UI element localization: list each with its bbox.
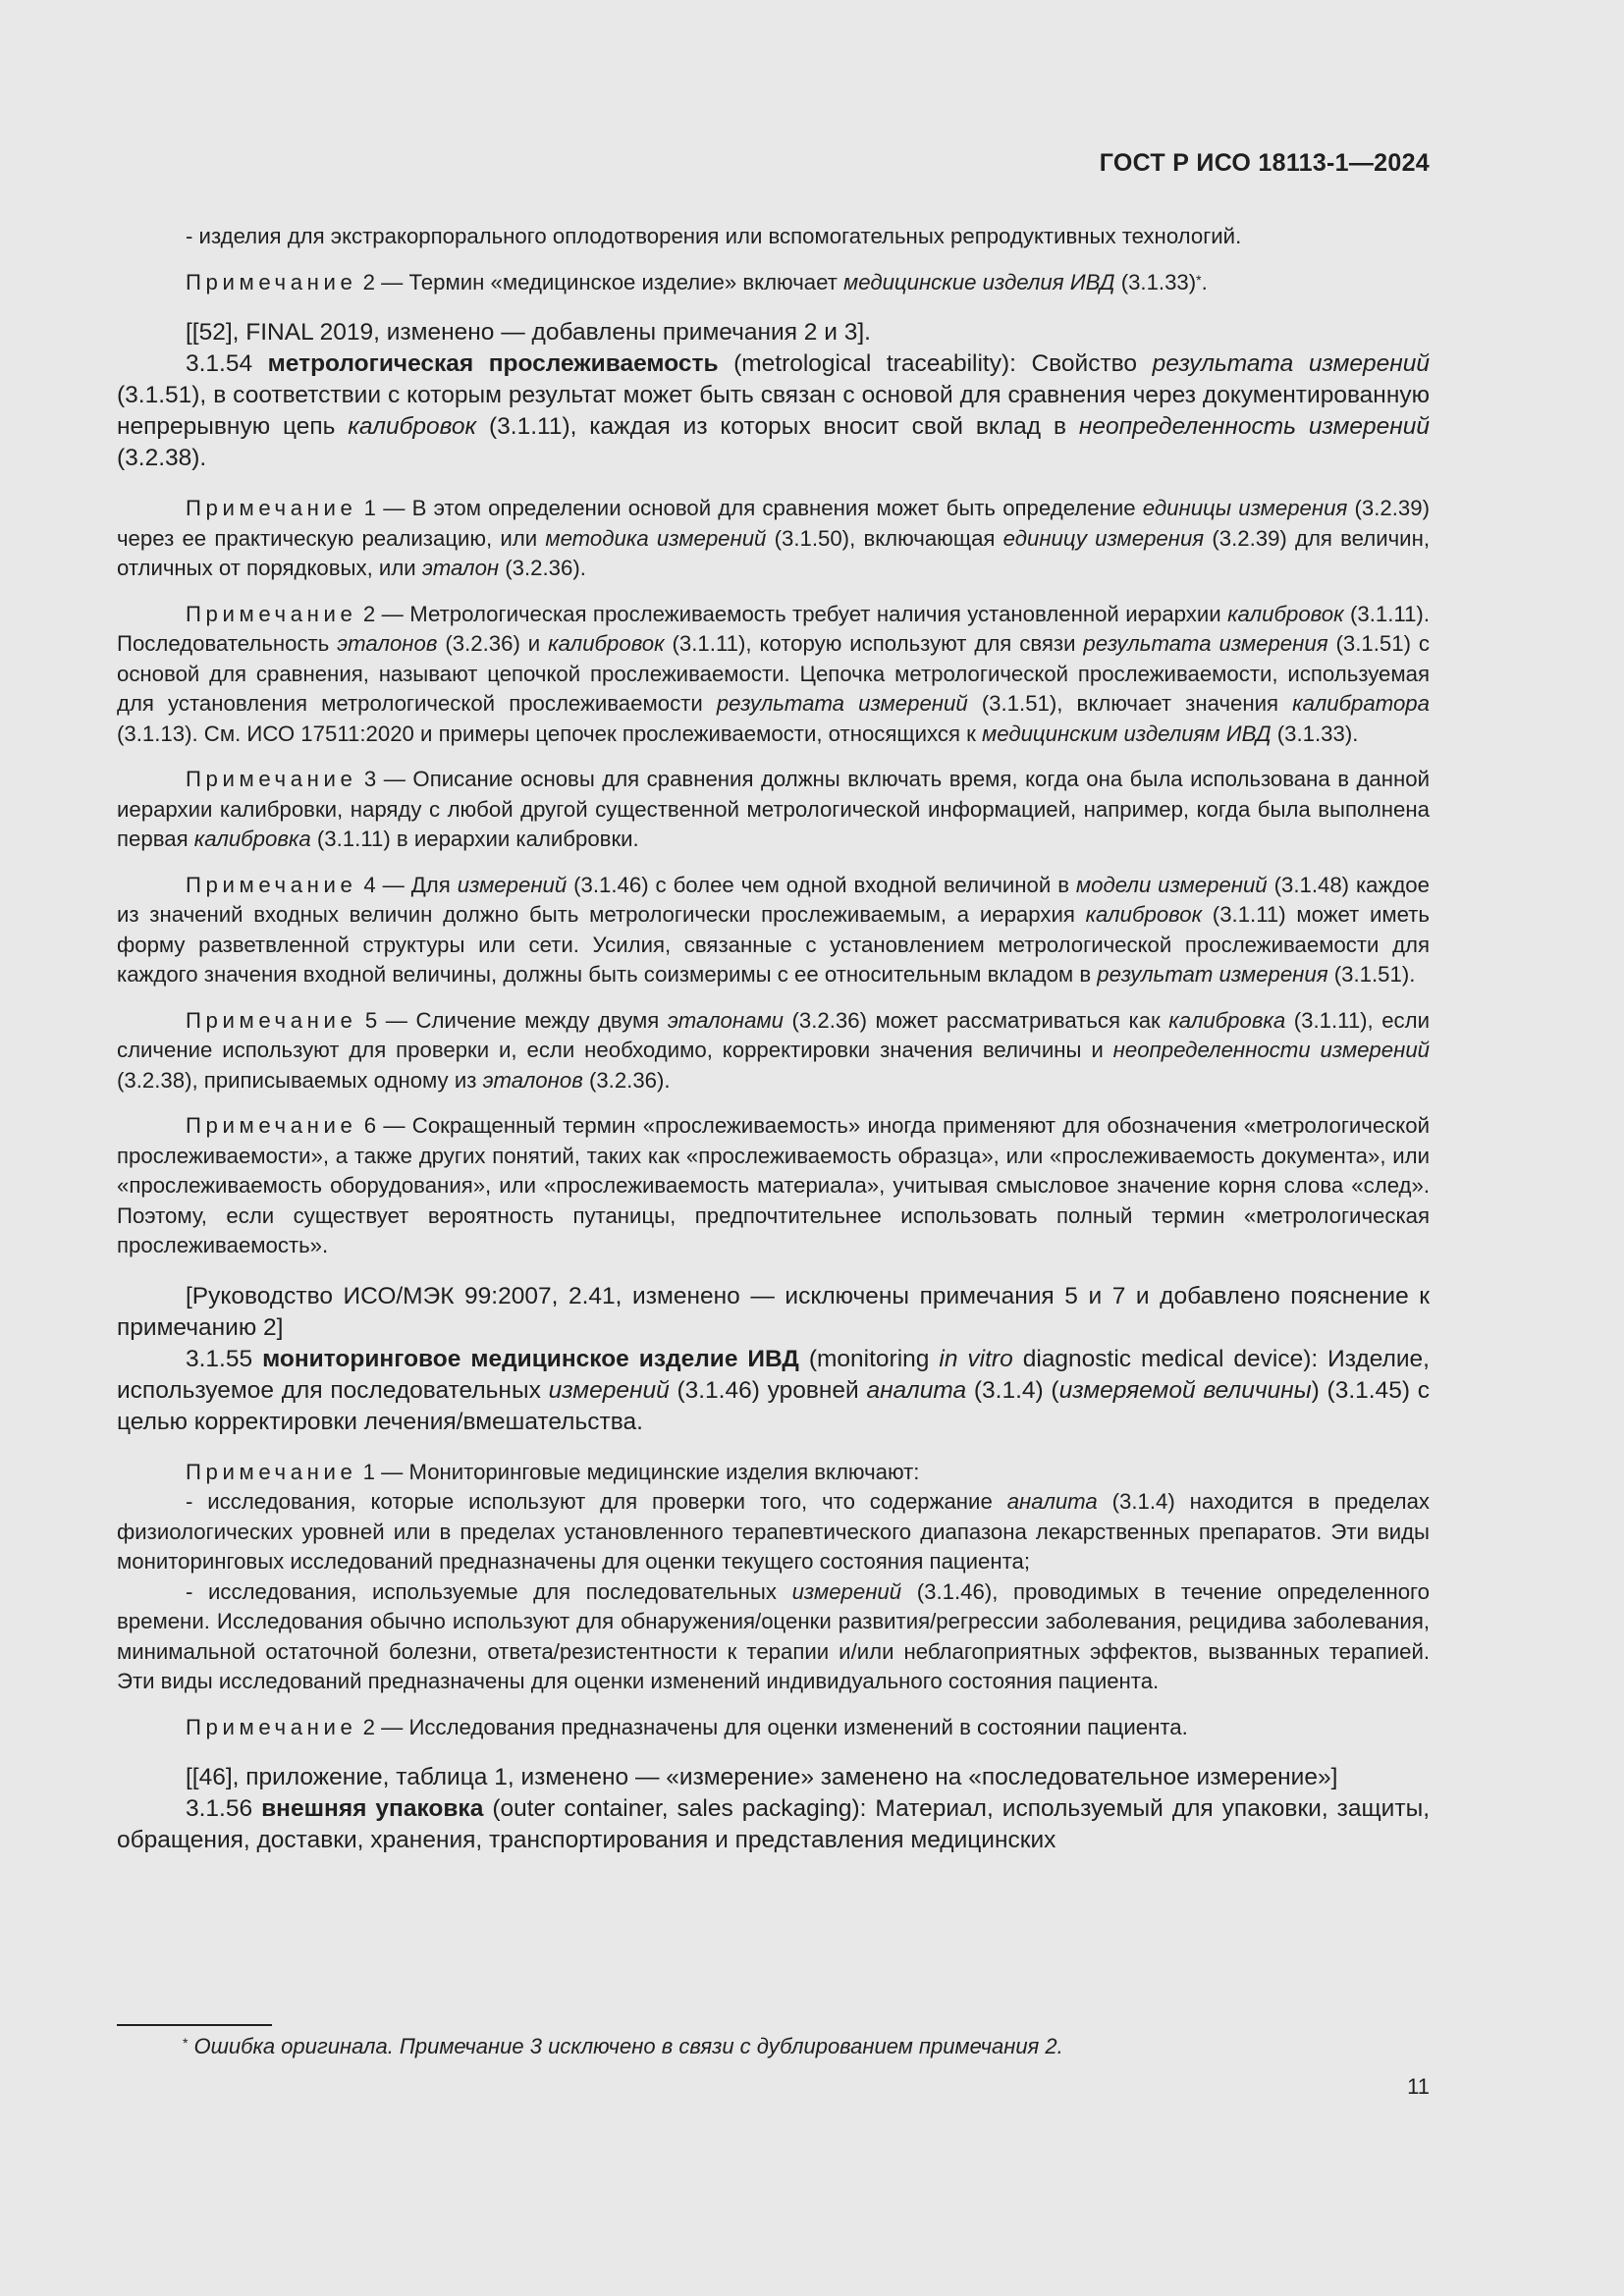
term-definition: 3.1.56 внешняя упаковка (outer container, sales packaging): Материал, используемый для упаковки, защиты, обращения, доставки, хранения, транспортирования и представления медицинских: [117, 1795, 1430, 1853]
note-paragraph: Примечание 3 — Описание основы для сравнения должны включать время, когда она была использована в данной иерархии калибровки, наряду с любой другой существенной метрологической информацией, например, когда была выполнена первая калибровка (3.1.11) в иерархии калибровки.: [117, 767, 1430, 851]
source-reference: [[52], FINAL 2019, изменено — добавлены примечания 2 и 3].: [186, 319, 871, 346]
list-item: - исследования, используемые для последовательных измерений (3.1.46), проводимых в течение определенного времени. Исследования обычно используют для обнаружения/оценки развития/регрессии заболевания, рецидива заболевания, минимальной остаточной болезни, ответа/резистентности к терапии и/или неблагоприятных эффектов, вызванных терапией. Эти виды исследований предназначены для оценки изменений индивидуального состояния пациента.: [117, 1578, 1431, 1693]
term-number: 3.1.55: [186, 1345, 263, 1372]
footnote-mark: *: [183, 2035, 189, 2051]
footnote-mark: *: [1196, 271, 1202, 288]
source-reference: [Руководство ИСО/МЭК 99:2007, 2.41, изменено — исключены примечания 5 и 7 и добавлено пояснение к примечанию 2]: [117, 1282, 1430, 1341]
note-paragraph: Примечание 2 — Исследования предназначены для оценки изменений в состоянии пациента.: [186, 1714, 1188, 1739]
note-label: Примечание: [186, 496, 357, 520]
list-item: - исследования, которые используют для проверки того, что содержание аналита (3.1.4) находится в пределах физиологических уровней или в пределах установленного терапевтического диапазона лекарственных препаратов. Эти виды мониторинговых исследований предназначены для оценки текущего состояния пациента;: [117, 1489, 1430, 1574]
note-label: Примечание: [186, 1714, 357, 1739]
list-item: - изделия для экстракорпорального оплодотворения или вспомогательных репродуктивных технологий.: [186, 224, 1242, 248]
term-title: мониторинговое медицинское изделие ИВД: [262, 1345, 799, 1372]
note-paragraph: Примечание 6 — Сокращенный термин «прослеживаемость» иногда применяют для обозначения «метрологической прослеживаемости», а также других понятий, таких как «прослеживаемость образца», или «прослеживаемость документа», или «прослеживаемость оборудования», или «прослеживаемость материала», учитывая смысловое значение корня слова «след». Поэтому, если существует вероятность путаницы, предпочтительнее использовать полный термин «метрологическая прослеживаемость».: [117, 1113, 1430, 1257]
note-label: Примечание: [186, 1113, 357, 1138]
source-reference: [[46], приложение, таблица 1, изменено — «измерение» заменено на «последовательное измерение»]: [186, 1764, 1338, 1790]
note-paragraph: Примечание 2 — Метрологическая прослеживаемость требует наличия установленной иерархии калибровок (3.1.11). Последовательность эталонов (3.2.36) и калибровок (3.1.11), которую используют для связи результата измерения (3.1.51) с основой для сравнения, называют цепочкой прослеживаемости. Цепочка метрологической прослеживаемости, используемая для установления метрологической прослеживаемости результата измерений (3.1.51), включает значения калибратора (3.1.13). См. ИСО 17511:2020 и примеры цепочек прослеживаемости, относящихся к медицинским изделиям ИВД (3.1.33).: [117, 601, 1430, 746]
term-number: 3.1.56: [186, 1795, 262, 1822]
footnote-divider: [117, 2024, 272, 2026]
term-reference: медицинские изделия ИВД: [843, 269, 1115, 294]
note-label: Примечание: [186, 601, 357, 626]
note-paragraph: Примечание 4 — Для измерений (3.1.46) с более чем одной входной величиной в модели измерений (3.1.48) каждое из значений входных величин должно быть метрологически прослеживаемым, а иерархия калибровок (3.1.11) может иметь форму разветвленной структуры или сети. Усилия, связанные с установлением метрологической прослеживаемости для каждого значения входной величины, должны быть соизмеримы с ее относительным вкладом в результат измерения (3.1.51).: [117, 872, 1430, 987]
term-definition: 3.1.55 мониторинговое медицинское изделие ИВД (monitoring in vitro diagnostic medical device): Изделие, используемое для последовательных измерений (3.1.46) уровней аналита (3.1.4) (измеряемой величины) (3.1.45) с целью корректировки лечения/вмешательства.: [117, 1345, 1430, 1435]
note-label: Примечание: [186, 767, 357, 791]
term-definition: 3.1.54 метрологическая прослеживаемость (metrological traceability): Свойство результата измерений (3.1.51), в соответствии с которым результат может быть связан с основой для сравнения через документированную непрерывную цепь калибровок (3.1.11), каждая из которых вносит свой вклад в неопределенность измерений (3.2.38).: [117, 350, 1431, 471]
note-paragraph: Примечание 1 — Мониторинговые медицинские изделия включают:: [186, 1459, 920, 1484]
page-body: [117, 222, 1430, 1856]
note-paragraph: Примечание 1 — В этом определении основой для сравнения может быть определение единицы измерения (3.2.39) через ее практическую реализацию, или методика измерений (3.1.50), включающая единицу измерения (3.2.39) для величин, отличных от порядковых, или эталон (3.2.36).: [117, 496, 1430, 580]
note-paragraph: Примечание 5 — Сличение между двумя эталонами (3.2.36) может рассматриваться как калибровка (3.1.11), если сличение используют для проверки и, если необходимо, корректировки значения величины и неопределенности измерений (3.2.38), приписываемых одному из эталонов (3.2.36).: [117, 1007, 1431, 1093]
footnote: [183, 2032, 1063, 2061]
term-title: метрологическая прослеживаемость: [267, 350, 719, 377]
footnote-text: Ошибка оригинала. Примечание 3 исключено в связи с дублированием примечания 2.: [193, 2034, 1063, 2058]
note-label: Примечание: [186, 872, 357, 897]
note-label: Примечание: [186, 1007, 357, 1033]
note-label: Примечание: [186, 1459, 357, 1484]
note-label: Примечание: [186, 269, 357, 294]
term-title: внешняя упаковка: [261, 1795, 484, 1822]
term-number: 3.1.54: [186, 350, 268, 377]
note-paragraph: Примечание 2 — Термин «медицинское изделие» включает медицинские изделия ИВД (3.1.33)*.: [186, 269, 1208, 294]
page-number: 11: [1407, 2074, 1430, 2099]
document-header: ГОСТ Р ИСО 18113-1—2024: [1099, 149, 1430, 177]
